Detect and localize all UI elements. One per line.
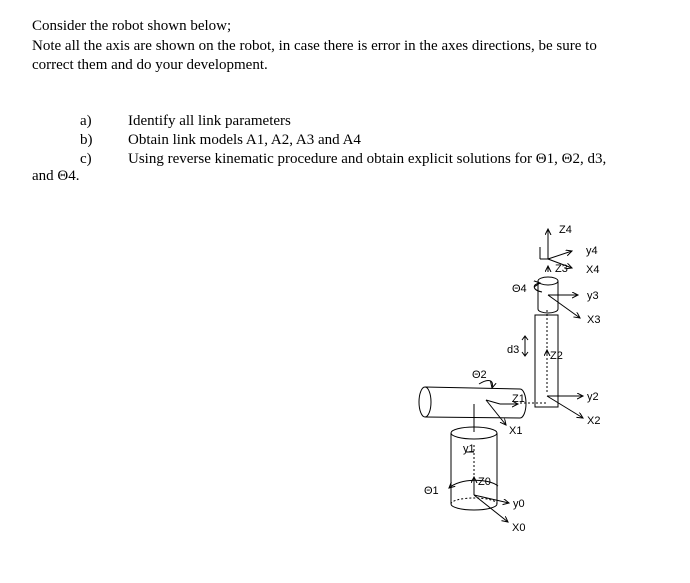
- label-z2: Z2: [550, 350, 563, 362]
- frame-0-axes: [466, 404, 509, 522]
- label-x4: X4: [586, 264, 600, 276]
- label-y3: y3: [587, 290, 599, 302]
- horizontal-link-cylinder: [419, 387, 526, 418]
- task-c-continuation: and Θ4.: [32, 168, 80, 184]
- d3-double-arrow: [522, 336, 528, 356]
- label-y0: y0: [513, 498, 525, 510]
- intro-line-1: Consider the robot shown below;: [32, 18, 232, 34]
- label-theta2: Θ2: [472, 369, 487, 381]
- task-label: b): [80, 132, 93, 148]
- label-z1: Z1: [512, 393, 525, 405]
- label-z3: Z3: [555, 263, 568, 275]
- label-z4: Z4: [559, 224, 572, 236]
- task-label: c): [80, 151, 92, 167]
- task-text: Identify all link parameters: [128, 113, 291, 129]
- label-theta1: Θ1: [424, 485, 439, 497]
- task-label: a): [80, 113, 92, 129]
- label-z0: Z0: [478, 476, 491, 488]
- label-d3: d3: [507, 344, 520, 356]
- label-y1: y1: [463, 443, 475, 455]
- intro-line-2: Note all the axis are shown on the robot, in case there is error in the axes directions, be sure to: [32, 37, 597, 54]
- label-x2: X2: [587, 415, 601, 427]
- label-x1: X1: [509, 425, 523, 437]
- theta2-rotation-arrow: [479, 381, 492, 388]
- intro-line-3: correct them and do your development.: [32, 57, 268, 73]
- task-text: Using reverse kinematic procedure and obtain explicit solutions for Θ1, Θ2, d3,: [128, 151, 607, 167]
- task-text: Obtain link models A1, A2, A3 and A4: [128, 132, 361, 148]
- base-cylinder: [451, 427, 497, 510]
- label-y2: y2: [587, 391, 599, 403]
- label-theta4: Θ4: [512, 283, 527, 295]
- label-y4: y4: [586, 245, 598, 257]
- label-x0: X0: [512, 522, 526, 534]
- label-x3: X3: [587, 314, 601, 326]
